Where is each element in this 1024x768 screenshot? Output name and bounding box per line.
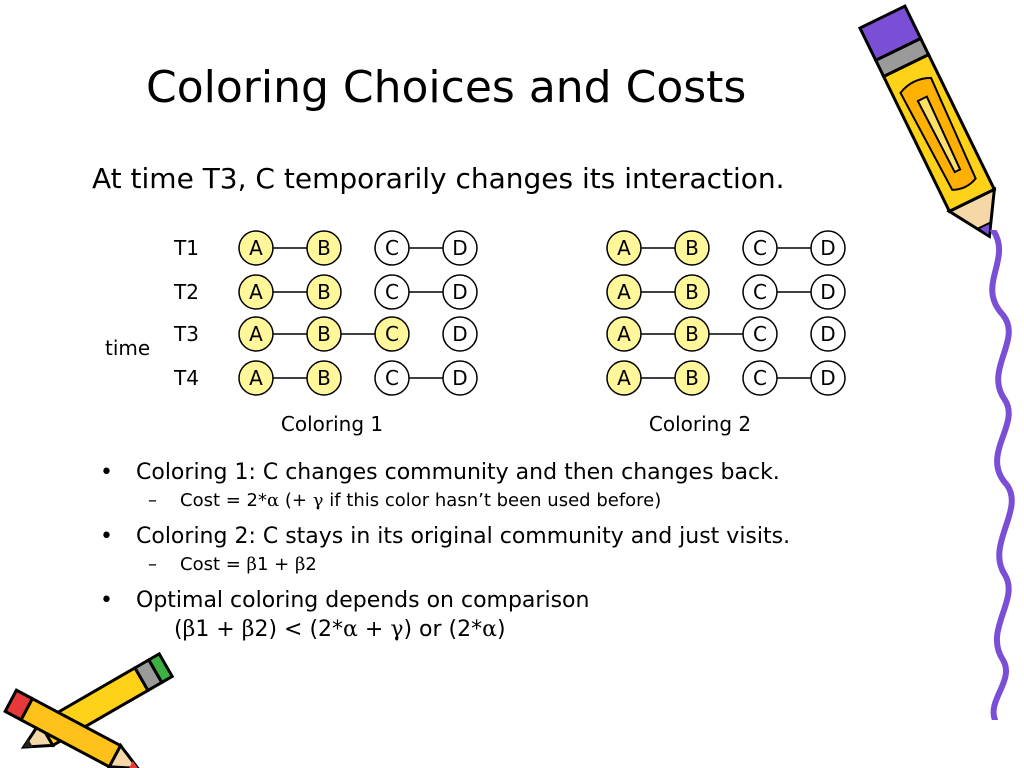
slide-subtitle: At time T3, C temporarily changes its interaction. xyxy=(92,162,785,195)
sub-bullet-coloring-1-cost xyxy=(100,488,790,514)
sub-bullet-marker: – xyxy=(148,554,157,575)
time-axis-label: time xyxy=(105,336,151,360)
cost-text: 2 xyxy=(305,554,317,575)
formula-text: ) or (2* xyxy=(403,617,483,642)
node-label: A xyxy=(617,366,631,390)
node-label: D xyxy=(820,236,836,260)
node-label: D xyxy=(452,366,468,390)
beta-symbol: β xyxy=(246,554,257,575)
node-label: D xyxy=(452,280,468,304)
bullet-text: Optimal coloring depends on comparison xyxy=(136,588,590,613)
node-label: D xyxy=(820,366,836,390)
gamma-symbol: γ xyxy=(390,617,404,642)
beta-symbol: β xyxy=(182,617,196,642)
bullet-marker: • xyxy=(100,460,113,485)
bullet-list xyxy=(100,458,790,644)
bullet-text: Coloring 2: C stays in its original community and just visits. xyxy=(136,524,791,549)
node-label: A xyxy=(617,322,631,346)
cost-text: Cost = xyxy=(180,554,247,575)
bullet-optimal-coloring xyxy=(100,586,790,616)
node-label: A xyxy=(249,322,263,346)
node-label: B xyxy=(685,322,699,346)
node-label: B xyxy=(317,322,331,346)
sub-bullet-marker: – xyxy=(148,490,157,511)
beta-symbol: β xyxy=(241,617,255,642)
node-label: B xyxy=(685,280,699,304)
node-label: C xyxy=(753,322,767,346)
beta-symbol: β xyxy=(294,554,306,575)
bullet-marker: • xyxy=(100,524,113,549)
node-label: C xyxy=(385,322,399,346)
formula-text: ) xyxy=(497,617,506,642)
slide-title: Coloring Choices and Costs xyxy=(146,62,747,113)
squiggle-line-icon xyxy=(965,230,1024,720)
time-label: T2 xyxy=(174,280,199,304)
node-label: B xyxy=(685,236,699,260)
time-label: T4 xyxy=(174,366,199,390)
alpha-symbol: α xyxy=(267,490,280,511)
formula-text: 1 + xyxy=(195,617,242,642)
time-label: T1 xyxy=(174,236,199,260)
alpha-symbol: α xyxy=(482,617,497,642)
coloring-label: Coloring 2 xyxy=(648,412,752,436)
node-label: B xyxy=(317,236,331,260)
node-label: D xyxy=(452,236,468,260)
gamma-symbol: γ xyxy=(312,490,324,511)
node-label: C xyxy=(385,366,399,390)
node-label: A xyxy=(249,280,263,304)
formula-text: ( xyxy=(174,617,183,642)
alpha-symbol: α xyxy=(343,617,358,642)
node-label: A xyxy=(617,236,631,260)
pencils-icon xyxy=(0,650,175,768)
cost-text: Cost = 2* xyxy=(180,490,267,511)
formula-text: 2) < (2* xyxy=(254,617,344,642)
node-label: C xyxy=(385,280,399,304)
node-label: B xyxy=(685,366,699,390)
node-label: A xyxy=(617,280,631,304)
bullet-coloring-2 xyxy=(100,522,790,552)
node-label: D xyxy=(820,322,836,346)
sub-bullet-coloring-2-cost xyxy=(100,552,790,578)
node-label: D xyxy=(820,280,836,304)
node-label: B xyxy=(317,366,331,390)
pencil-icon xyxy=(846,0,1024,250)
comparison-formula xyxy=(100,616,790,644)
coloring-label: Coloring 1 xyxy=(280,412,384,436)
cost-text: if this color hasn’t been used before) xyxy=(323,490,662,511)
node-label: D xyxy=(452,322,468,346)
cost-text: 1 + xyxy=(256,554,295,575)
bullet-marker: • xyxy=(100,588,113,613)
node-label: A xyxy=(249,236,263,260)
bullet-text: Coloring 1: C changes community and then changes back. xyxy=(136,460,780,485)
time-label: T3 xyxy=(174,322,199,346)
node-label: C xyxy=(753,236,767,260)
node-label: C xyxy=(753,366,767,390)
node-label: B xyxy=(317,280,331,304)
node-label: C xyxy=(385,236,399,260)
node-label: A xyxy=(249,366,263,390)
cost-text: (+ xyxy=(279,490,313,511)
bullet-coloring-1 xyxy=(100,458,790,488)
formula-text: + xyxy=(357,617,391,642)
node-label: C xyxy=(753,280,767,304)
